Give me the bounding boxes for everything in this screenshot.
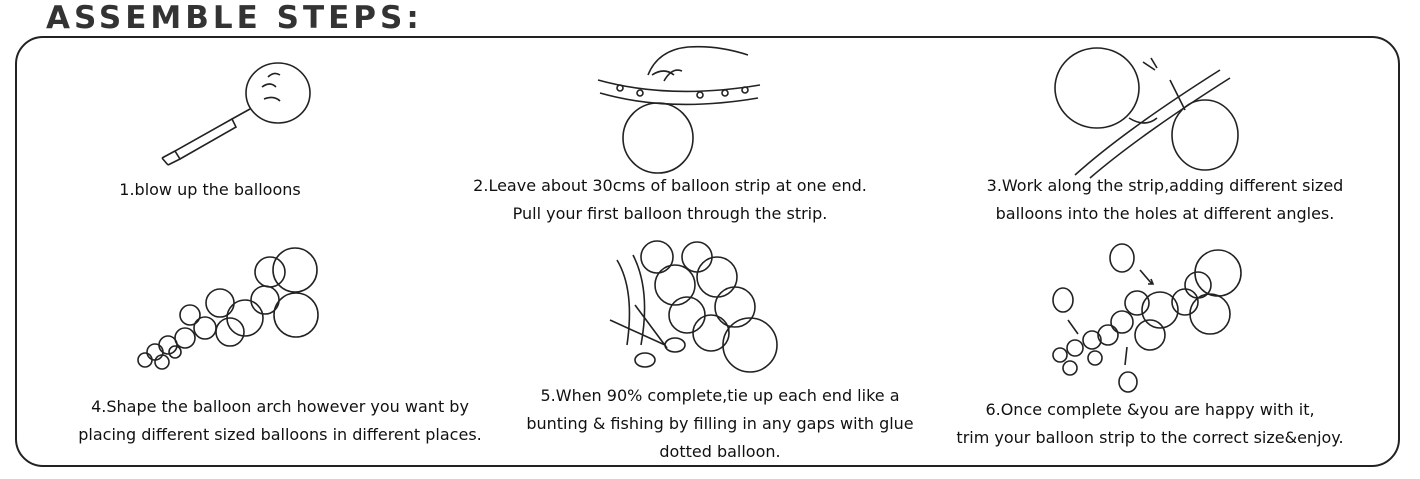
step-3-caption: 3.Work along the strip,adding different sized balloons into the holes at different angles. (986, 176, 1344, 223)
step-5-caption: 5.When 90% complete,tie up each end like a bunting & fishing by filling in any gaps with glue dotted balloon. (526, 386, 914, 461)
finished-arch-illustration (1040, 240, 1250, 385)
scissors-balloons-illustration (605, 235, 785, 380)
balloon-arch-illustration (130, 240, 330, 380)
strip-hand-illustration (590, 45, 770, 175)
step-4-caption: 4.Shape the balloon arch however you want by placing different sized balloons in different places. (78, 397, 482, 444)
pump-balloon-illustration (150, 55, 330, 175)
step-1-caption: 1.blow up the balloons (119, 180, 301, 199)
step-6-caption: 6.Once complete &you are happy with it, trim your balloon strip to the correct size&enjoy. (956, 400, 1344, 447)
step-2-caption: 2.Leave about 30cms of balloon strip at one end. Pull your first balloon through the strip. (473, 176, 867, 223)
page-title: ASSEMBLE STEPS: (46, 0, 423, 36)
strip-two-balloons-illustration (1045, 40, 1265, 180)
